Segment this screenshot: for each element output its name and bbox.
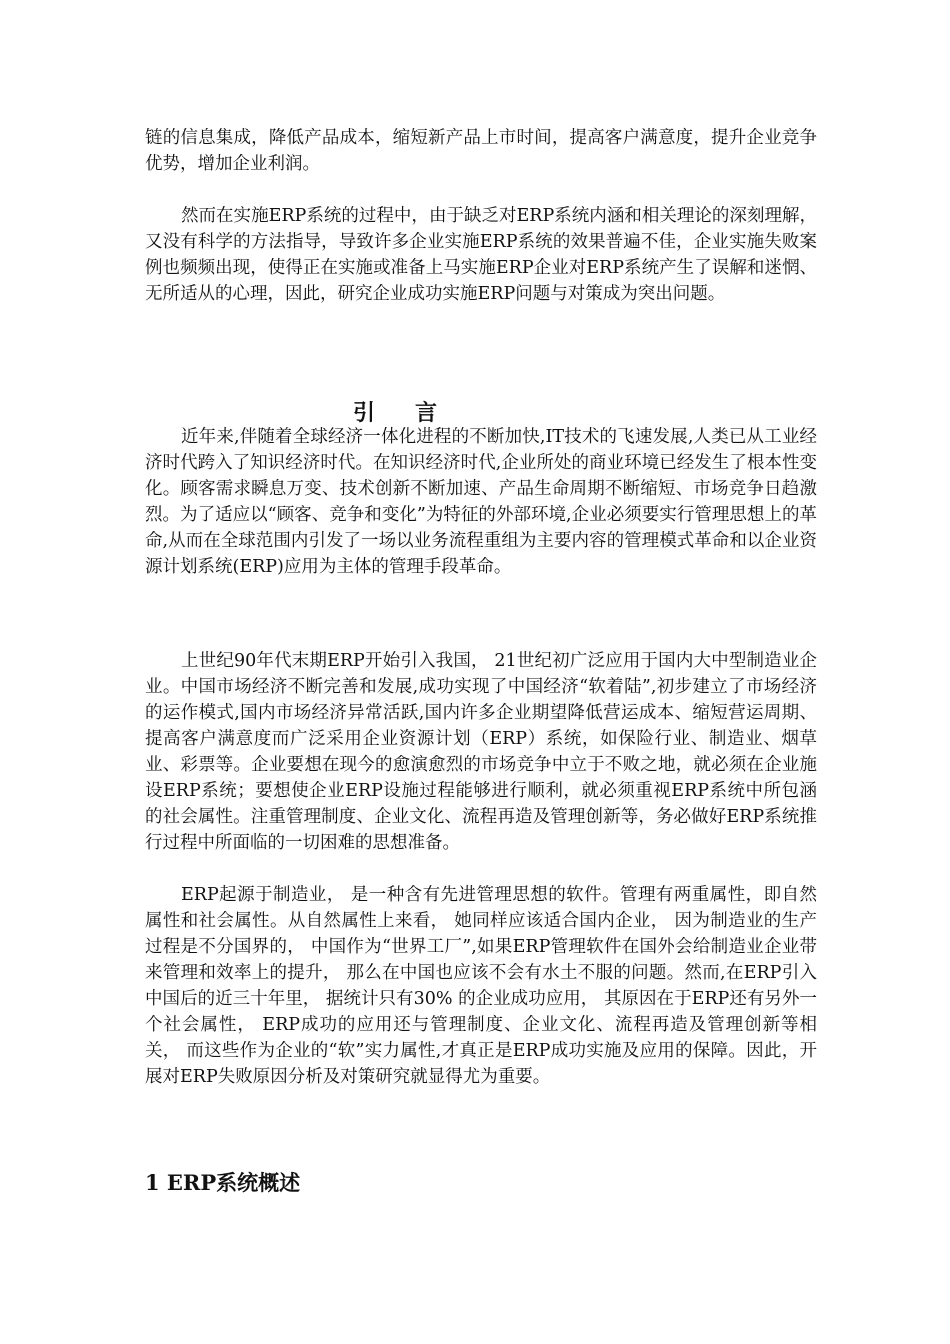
section-title-introduction: 引言 (352, 400, 477, 426)
paragraph-continuation: 链的信息集成，降低产品成本，缩短新产品上市时间，提高客户满意度，提升企业竞争优势，增加企业利润。 (145, 128, 817, 174)
paragraph-erp-problems: 然而在实施ERP系统的过程中，由于缺乏对ERP系统内涵和相关理论的深刻理解，又没有科学的方法指导，导致许多企业实施ERP系统的效果普遍不佳，企业实施失败案例也频频出现，使得正在实施或准备上马实施ERP企业对ERP系统产生了误解和迷惘、无所适从的心理，因此，研究企业成功实施ERP问题与对策成为突出问题。 (145, 206, 817, 304)
paragraph-intro: 近年来,伴随着全球经济一体化进程的不断加快,IT技术的飞速发展,人类已从工业经济时代跨入了知识经济时代。在知识经济时代,企业所处的商业环境已经发生了根本性变化。顾客需求瞬息万变、技术创新不断加速、产品生命周期不断缩短、市场竞争日趋激烈。为了适应以“顾客、竞争和变化”为特征的外部环境,企业必须要实行管理思想上的革命,从而在全球范围内引发了一场以业务流程重组为主要内容的管理模式革命和以企业资源计划系统(ERP)应用为主体的管理手段革命。 (145, 427, 817, 577)
paragraph-erp-attributes: ERP起源于制造业， 是一种含有先进管理思想的软件。管理有两重属性，即自然属性和社会属性。从自然属性上来看， 她同样应该适合国内企业， 因为制造业的生产过程是不分国界的， 中国作为“世界工厂”,如果ERP管理软件在国外会给制造业企业带来管理和效率上的提升， 那么在中国也应该不会有水土不服的问题。然而,在ERP引入中国后的近三十年里， 据统计只有30% 的企业成功应用， 其原因在于ERP还有另外一个社会属性， ERP成功的应用还与管理制度、企业文化、流程再造及管理创新等相关， 而这些作为企业的“软”实力属性,才真正是ERP成功实施及应用的保障。因此，开展对ERP失败原因分析及对策研究就显得尤为重要。 (145, 885, 817, 1087)
paragraph-erp-in-china: 上世纪90年代末期ERP开始引入我国， 21世纪初广泛应用于国内大中型制造业企业。中国市场经济不断完善和发展,成功实现了中国经济“软着陆”,初步建立了市场经济的运作模式,国内市场经济异常活跃,国内许多企业期望降低营运成本、缩短营运周期、提高客户满意度而广泛采用企业资源计划（ERP）系统，如保险行业、制造业、烟草业、彩票等。企业要想在现今的愈演愈烈的市场竞争中立于不败之地，就必须在企业施设ERP系统；要想使企业ERP设施过程能够进行顺利，就必须重视ERP系统中所包涵的社会属性。注重管理制度、企业文化、流程再造及管理创新等，务必做好ERP系统推行过程中所面临的一切困难的思想准备。 (145, 651, 817, 853)
section-heading-erp-overview: 1 ERP系统概述 (145, 1170, 301, 1195)
